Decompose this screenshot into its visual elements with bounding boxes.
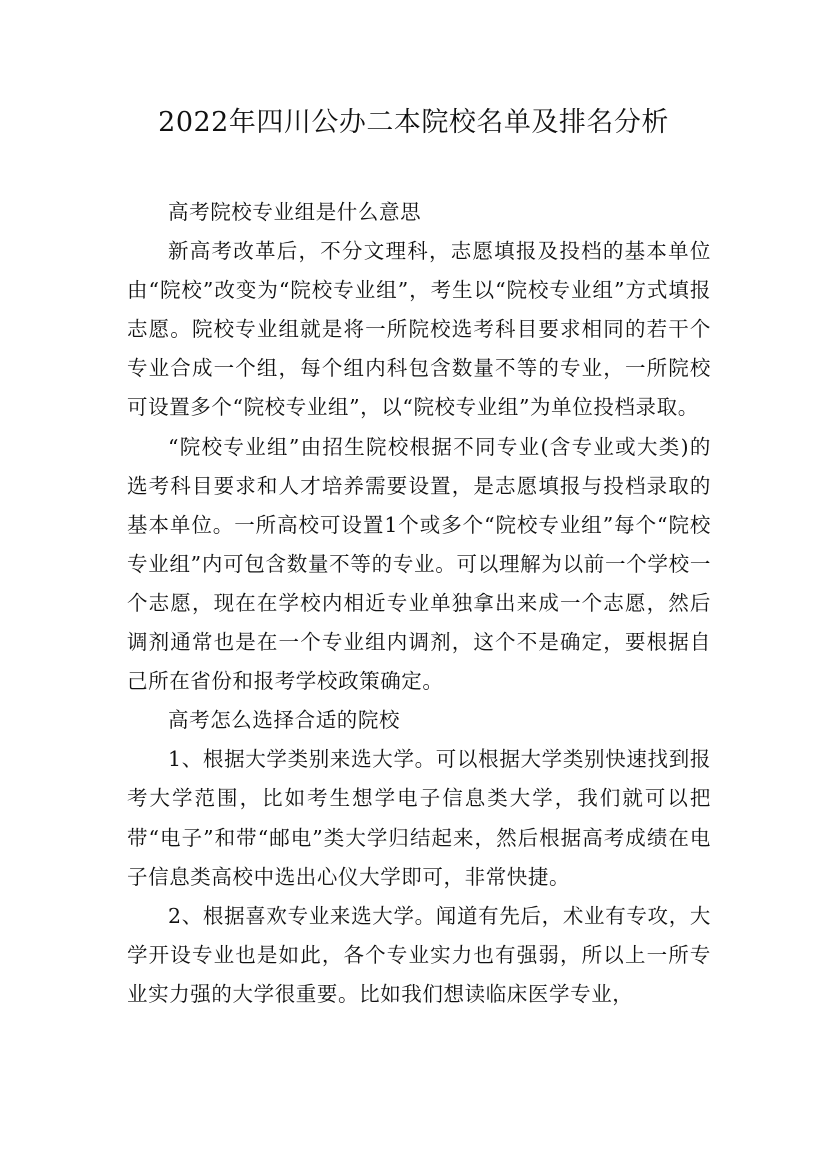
document-body [127,193,711,1014]
paragraph-tip-2: 2、根据喜欢专业来选大学。闻道有先后，术业有专攻，大学开设专业也是如此，各个专业实力也有强弱，所以上一所专业实力强的大学很重要。比如我们想读临床医学专业， [127,903,711,1006]
paragraph-tip-1: 1、根据大学类别来选大学。可以根据大学类别快速找到报考大学范围，比如考生想学电子信息类大学，我们就可以把带“电子”和带“邮电”类大学归结起来，然后根据高考成绩在电子信息类高校中选出心仪大学即可，非常快捷。 [127,747,711,889]
paragraph-major-group-definition: “院校专业组”由招生院校根据不同专业(含专业或大类)的选考科目要求和人才培养需要设置，是志愿填报与投档录取的基本单位。一所高校可设置1个或多个“院校专业组”每个“院校专业组”内可包含数量不等的专业。可以理解为以前一个学校一个志愿，现在在学校内相近专业单独拿出来成一个志愿，然后调剂通常也是在一个专业组内调剂，这个不是确定，要根据自己所在省份和报考学校政策确定。 [127,434,711,694]
subheading-choose-school: 高考怎么选择合适的院校 [168,708,401,733]
subheading-major-group: 高考院校专业组是什么意思 [168,200,422,224]
paragraph-reform: 新高考改革后，不分文理科，志愿填报及投档的基本单位由“院校”改变为“院校专业组”，考生以“院校专业组”方式填报志愿。院校专业组就是将一所院校选考科目要求相同的若干个专业合成一个组，每个组内科包含数量不等的专业，一所院校可设置多个“院校专业组”，以“院校专业组”为单位投档录取。 [127,239,711,420]
document-title: 2022年四川公办二本院校名单及排名分析 [158,107,669,138]
